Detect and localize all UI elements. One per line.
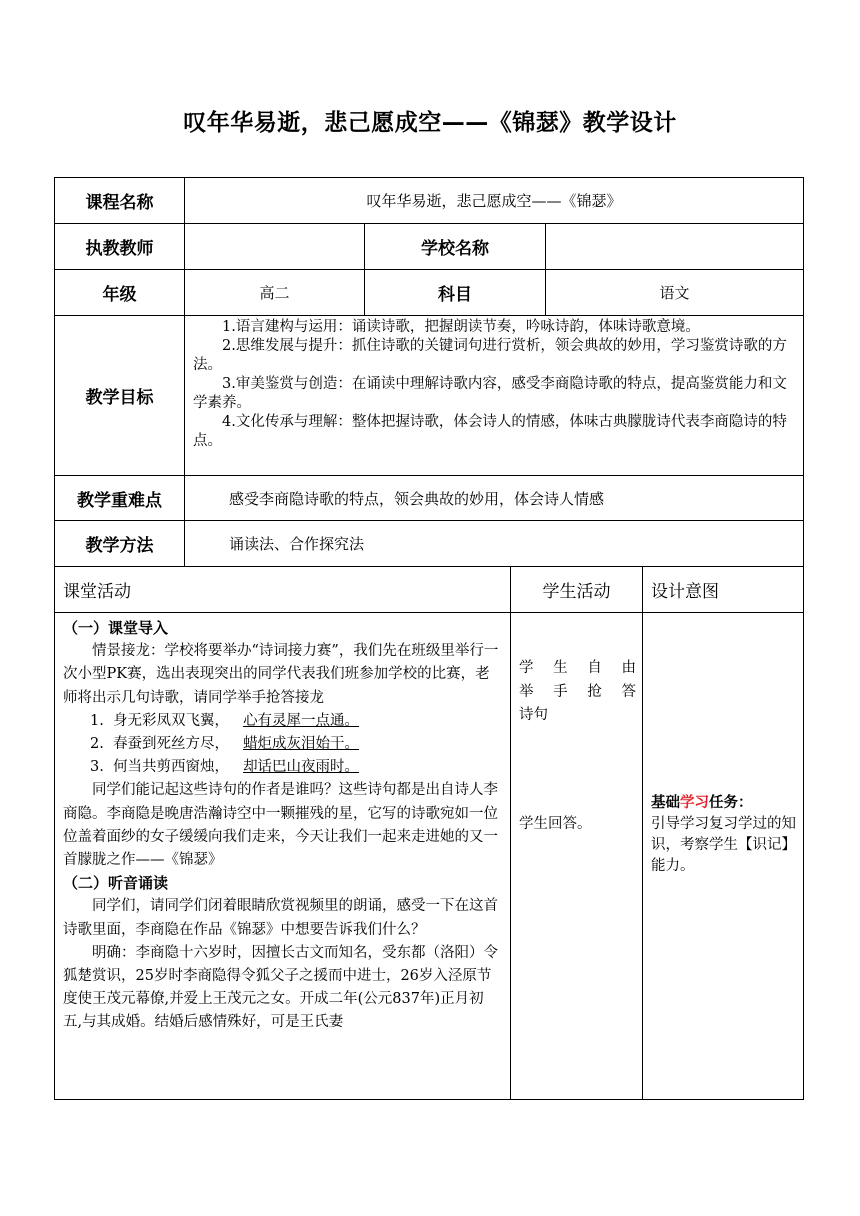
goals-label: 教学目标	[55, 316, 185, 476]
difficulty-label: 教学重难点	[55, 476, 185, 521]
row-activity-body	[55, 613, 804, 1100]
row-goals	[55, 316, 804, 476]
student-answer: 学生回答。	[519, 815, 592, 832]
grade-label: 年级	[55, 270, 185, 316]
goal-item: 4.文化传承与理解：整体把握诗歌，体会诗人的情感，体味古典朦胧诗代表李商隐诗的特点。	[193, 414, 787, 449]
class-activity-content	[55, 613, 511, 1100]
poem-item: 1. 身无彩凤双飞翼， 心有灵犀一点通。	[90, 712, 360, 729]
student-activity-line: 诗句	[519, 707, 548, 723]
method-label: 教学方法	[55, 521, 185, 567]
school-value	[546, 224, 804, 270]
poem-item: 2. 春蚕到死丝方尽， 蜡炬成灰泪始干。	[90, 736, 360, 753]
section-heading: （一）课堂导入	[63, 619, 169, 637]
student-activity-header: 学生活动	[511, 567, 643, 613]
paragraph: 情景接龙：学校将要举办“诗词接力赛”，我们先在班级里举行一次小型PK赛，选出表现突出的同学代表我们班参加学校的比赛，老师将出示几句诗歌，请同学举手抢答接龙	[63, 643, 499, 706]
course-label: 课程名称	[55, 178, 185, 224]
row-teacher	[55, 224, 804, 270]
school-label: 学校名称	[365, 224, 546, 270]
row-difficulty	[55, 476, 804, 521]
row-course	[55, 178, 804, 224]
goal-item: 1.语言建构与运用：诵读诗歌，把握朗读节奏，吟咏诗韵，体味诗歌意境。	[222, 319, 700, 335]
student-activity-content	[511, 613, 643, 1100]
document-title: 叹年华易逝，悲己愿成空——《锦瑟》教学设计	[183, 110, 677, 136]
row-activity-header	[55, 567, 804, 613]
poem-item: 3. 何当共剪西窗烛， 却话巴山夜雨时。	[90, 759, 360, 776]
goal-item: 3.审美鉴赏与创造：在诵读中理解诗歌内容，感受李商隐诗歌的特点，提高鉴赏能力和文学素养。	[193, 376, 787, 411]
subject-value: 语文	[546, 270, 804, 316]
method-value: 诵读法、合作探究法	[185, 521, 804, 567]
row-method	[55, 521, 804, 567]
teacher-value	[185, 224, 365, 270]
design-task-title: 基础学习任务：	[651, 795, 753, 811]
difficulty-value: 感受李商隐诗歌的特点，领会典故的妙用，体会诗人情感	[185, 476, 804, 521]
paragraph: 明确：李商隐十六岁时，因擅长古文而知名，受东都（洛阳）令狐楚赏识，25岁时李商隐得令狐父子之援而中进士，26岁入泾原节度使王茂元幕僚,并爱上王茂元之女。开成二年(公元837年)正月初五,与其成婚。结婚后感情殊好，可是王氏妻	[63, 944, 498, 1031]
answer-underlined: 却话巴山夜雨时。	[243, 759, 360, 776]
row-grade	[55, 270, 804, 316]
student-activity-line: 举手抢答	[519, 683, 636, 700]
course-value: 叹年华易逝，悲己愿成空——《锦瑟》	[185, 178, 804, 224]
answer-underlined: 心有灵犀一点通。	[243, 712, 360, 729]
design-intent-content	[643, 613, 804, 1100]
lesson-plan-table	[54, 177, 804, 1100]
goal-item: 2.思维发展与提升：抓住诗歌的关键词句进行赏析，领会典故的妙用，学习鉴赏诗歌的方法。	[193, 338, 787, 373]
design-task-text: 引导学习复习学过的知识，考察学生【识记】能力。	[651, 816, 796, 874]
teacher-label: 执教教师	[55, 224, 185, 270]
grade-value: 高二	[185, 270, 365, 316]
highlight-text: 学习	[680, 795, 709, 811]
class-activity-header: 课堂活动	[55, 567, 511, 613]
goals-content	[185, 316, 804, 476]
subject-label: 科目	[365, 270, 546, 316]
section-heading: （二）听音诵读	[63, 874, 169, 893]
student-activity-line: 学生自由	[519, 660, 636, 676]
design-intent-header: 设计意图	[643, 567, 804, 613]
paragraph: 同学们能记起这些诗句的作者是谁吗？这些诗句都是出自诗人李商隐。李商隐是晚唐浩瀚诗空中一颗摧残的星，它写的诗歌宛如一位位盖着面纱的女子缓缓向我们走来，今天让我们一起来走进她的又一首朦胧之作——《锦瑟》	[63, 782, 498, 869]
paragraph: 同学们，请同学们闭着眼睛欣赏视频里的朗诵，感受一下在这首诗歌里面，李商隐在作品《锦瑟》中想要告诉我们什么？	[63, 898, 498, 938]
answer-underlined: 蜡炬成灰泪始干。	[243, 736, 360, 753]
